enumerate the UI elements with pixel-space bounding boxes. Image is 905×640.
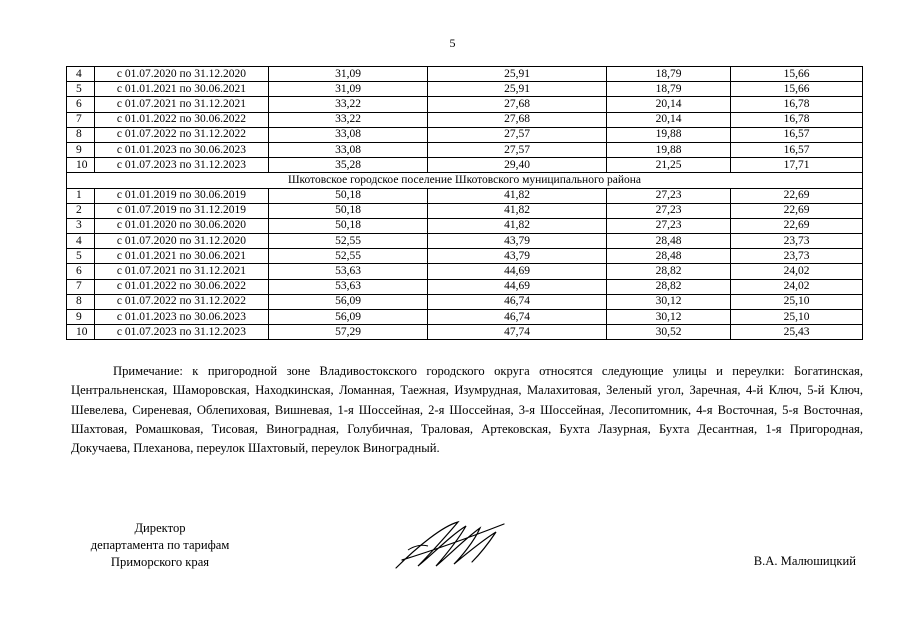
tariff-value-cell: 52,55 (269, 249, 428, 264)
period-cell: с 01.01.2021 по 30.06.2021 (95, 82, 269, 97)
tariff-value-cell: 30,12 (607, 294, 731, 309)
tariff-value-cell: 43,79 (428, 234, 607, 249)
note-text: Примечание: к пригородной зоне Владивостокского городского округа относятся следующие улицы и переулки: Богатинская, Центральненская, Шаморовская, Находкинская, Ломанная, Таежная, Изумрудная, Малахитовая, Зеленый угол, Заречная, 4-й Ключ, 5-й Ключ, Шевелева, Сиреневая, Облепиховая, Вишневая, 1-я Шоссейная, 2-я Шоссейная, 3-я Шоссейная, Лесопитомник, 4-я Восточная, 5-я Восточная, Шахтовая, Ромашковая, Тисовая, Виноградная, Голубичная, Траловая, Артековская, Бухта Лазурная, Бухта Десантная, 1-я Пригородная, Докучаева, Плеханова, переулок Шахтовый, переулок Виноградный. (71, 364, 863, 456)
tariff-value-cell: 22,69 (731, 188, 863, 203)
table-row (67, 142, 863, 157)
tariff-value-cell: 28,48 (607, 234, 731, 249)
row-number-cell: 4 (67, 234, 95, 249)
tariff-value-cell: 31,09 (269, 67, 428, 82)
tariff-value-cell: 16,57 (731, 127, 863, 142)
tariff-value-cell: 50,18 (269, 188, 428, 203)
period-cell: с 01.01.2021 по 30.06.2021 (95, 249, 269, 264)
row-number-cell: 1 (67, 188, 95, 203)
table-row (67, 234, 863, 249)
tariff-value-cell: 27,23 (607, 218, 731, 233)
table-row (67, 82, 863, 97)
tariff-value-cell: 33,22 (269, 97, 428, 112)
tariff-value-cell: 16,57 (731, 142, 863, 157)
tariff-value-cell: 27,57 (428, 142, 607, 157)
tariff-value-cell: 21,25 (607, 158, 731, 173)
signer-title (60, 520, 260, 571)
period-cell: с 01.07.2021 по 31.12.2021 (95, 264, 269, 279)
tariff-value-cell: 44,69 (428, 279, 607, 294)
row-number-cell: 9 (67, 142, 95, 157)
table-row (67, 294, 863, 309)
period-cell: с 01.07.2022 по 31.12.2022 (95, 127, 269, 142)
tariff-value-cell: 53,63 (269, 264, 428, 279)
signer-name: В.А. Малюшицкий (753, 554, 856, 568)
period-cell: с 01.07.2022 по 31.12.2022 (95, 294, 269, 309)
row-number-cell: 3 (67, 218, 95, 233)
tariff-value-cell: 15,66 (731, 82, 863, 97)
period-cell: с 01.07.2023 по 31.12.2023 (95, 158, 269, 173)
tariff-value-cell: 25,91 (428, 82, 607, 97)
tariff-value-cell: 25,10 (731, 310, 863, 325)
tariff-value-cell: 30,52 (607, 325, 731, 340)
period-cell: с 01.01.2022 по 30.06.2022 (95, 279, 269, 294)
section-header-row (67, 173, 863, 188)
tariff-value-cell: 18,79 (607, 82, 731, 97)
tariff-value-cell: 27,23 (607, 203, 731, 218)
period-cell: с 01.07.2020 по 31.12.2020 (95, 67, 269, 82)
tariff-value-cell: 41,82 (428, 203, 607, 218)
tariff-value-cell: 27,57 (428, 127, 607, 142)
table-row (67, 325, 863, 340)
tariff-value-cell: 33,22 (269, 112, 428, 127)
row-number-cell: 2 (67, 203, 95, 218)
tariff-value-cell: 46,74 (428, 310, 607, 325)
tariff-value-cell: 18,79 (607, 67, 731, 82)
section-title: Шкотовское городское поселение Шкотовского муниципального района (67, 173, 863, 188)
tariff-value-cell: 56,09 (269, 310, 428, 325)
tariff-value-cell: 31,09 (269, 82, 428, 97)
tariff-value-cell: 24,02 (731, 264, 863, 279)
period-cell: с 01.07.2019 по 31.12.2019 (95, 203, 269, 218)
tariff-value-cell: 33,08 (269, 127, 428, 142)
tariff-value-cell: 27,68 (428, 97, 607, 112)
row-number-cell: 10 (67, 158, 95, 173)
row-number-cell: 5 (67, 82, 95, 97)
tariff-value-cell: 23,73 (731, 234, 863, 249)
period-cell: с 01.07.2023 по 31.12.2023 (95, 325, 269, 340)
period-cell: с 01.01.2023 по 30.06.2023 (95, 310, 269, 325)
row-number-cell: 8 (67, 127, 95, 142)
tariff-value-cell: 46,74 (428, 294, 607, 309)
tariff-value-cell: 43,79 (428, 249, 607, 264)
tariff-value-cell: 28,82 (607, 279, 731, 294)
tariff-value-cell: 50,18 (269, 203, 428, 218)
tariff-value-cell: 47,74 (428, 325, 607, 340)
row-number-cell: 6 (67, 97, 95, 112)
table-row (67, 158, 863, 173)
row-number-cell: 8 (67, 294, 95, 309)
table-row (67, 112, 863, 127)
tariff-value-cell: 25,10 (731, 294, 863, 309)
period-cell: с 01.07.2020 по 31.12.2020 (95, 234, 269, 249)
tariff-value-cell: 19,88 (607, 127, 731, 142)
table-row (67, 127, 863, 142)
tariff-value-cell: 41,82 (428, 218, 607, 233)
signer-title-line-3: Приморского края (110, 555, 210, 569)
period-cell: с 01.01.2020 по 30.06.2020 (95, 218, 269, 233)
tariff-value-cell: 24,02 (731, 279, 863, 294)
row-number-cell: 6 (67, 264, 95, 279)
signer-title-line-1: Директор (134, 521, 186, 535)
note-paragraph (71, 362, 863, 458)
tariff-value-cell: 53,63 (269, 279, 428, 294)
table-row (67, 67, 863, 82)
row-number-cell: 9 (67, 310, 95, 325)
table-row (67, 218, 863, 233)
row-number-cell: 5 (67, 249, 95, 264)
tariff-value-cell: 22,69 (731, 203, 863, 218)
tariff-value-cell: 19,88 (607, 142, 731, 157)
tariff-value-cell: 25,91 (428, 67, 607, 82)
tariff-value-cell: 57,29 (269, 325, 428, 340)
tariff-value-cell: 29,40 (428, 158, 607, 173)
period-cell: с 01.01.2022 по 30.06.2022 (95, 112, 269, 127)
tariff-value-cell: 16,78 (731, 112, 863, 127)
row-number-cell: 7 (67, 279, 95, 294)
tariff-value-cell: 41,82 (428, 188, 607, 203)
period-cell: с 01.01.2023 по 30.06.2023 (95, 142, 269, 157)
tariff-value-cell: 25,43 (731, 325, 863, 340)
tariff-value-cell: 30,12 (607, 310, 731, 325)
table-row (67, 249, 863, 264)
table-row (67, 203, 863, 218)
table-row (67, 279, 863, 294)
table-row (67, 97, 863, 112)
tariff-value-cell: 27,68 (428, 112, 607, 127)
table-row (67, 310, 863, 325)
tariff-value-cell: 22,69 (731, 218, 863, 233)
tariff-value-cell: 35,28 (269, 158, 428, 173)
handwritten-signature (388, 516, 508, 576)
page-number: 5 (449, 36, 456, 50)
period-cell: с 01.07.2021 по 31.12.2021 (95, 97, 269, 112)
tariff-value-cell: 33,08 (269, 142, 428, 157)
tariff-value-cell: 50,18 (269, 218, 428, 233)
tariff-value-cell: 27,23 (607, 188, 731, 203)
tariff-value-cell: 28,82 (607, 264, 731, 279)
tariff-value-cell: 16,78 (731, 97, 863, 112)
row-number-cell: 4 (67, 67, 95, 82)
tariff-value-cell: 44,69 (428, 264, 607, 279)
table-row (67, 188, 863, 203)
tariff-value-cell: 20,14 (607, 112, 731, 127)
row-number-cell: 7 (67, 112, 95, 127)
signer-title-line-2: департамента по тарифам (90, 538, 230, 552)
tariff-value-cell: 56,09 (269, 294, 428, 309)
table-row (67, 264, 863, 279)
tariff-value-cell: 52,55 (269, 234, 428, 249)
tariff-value-cell: 28,48 (607, 249, 731, 264)
tariff-table (66, 66, 863, 340)
row-number-cell: 10 (67, 325, 95, 340)
period-cell: с 01.01.2019 по 30.06.2019 (95, 188, 269, 203)
tariff-value-cell: 23,73 (731, 249, 863, 264)
tariff-value-cell: 15,66 (731, 67, 863, 82)
tariff-value-cell: 17,71 (731, 158, 863, 173)
tariff-value-cell: 20,14 (607, 97, 731, 112)
